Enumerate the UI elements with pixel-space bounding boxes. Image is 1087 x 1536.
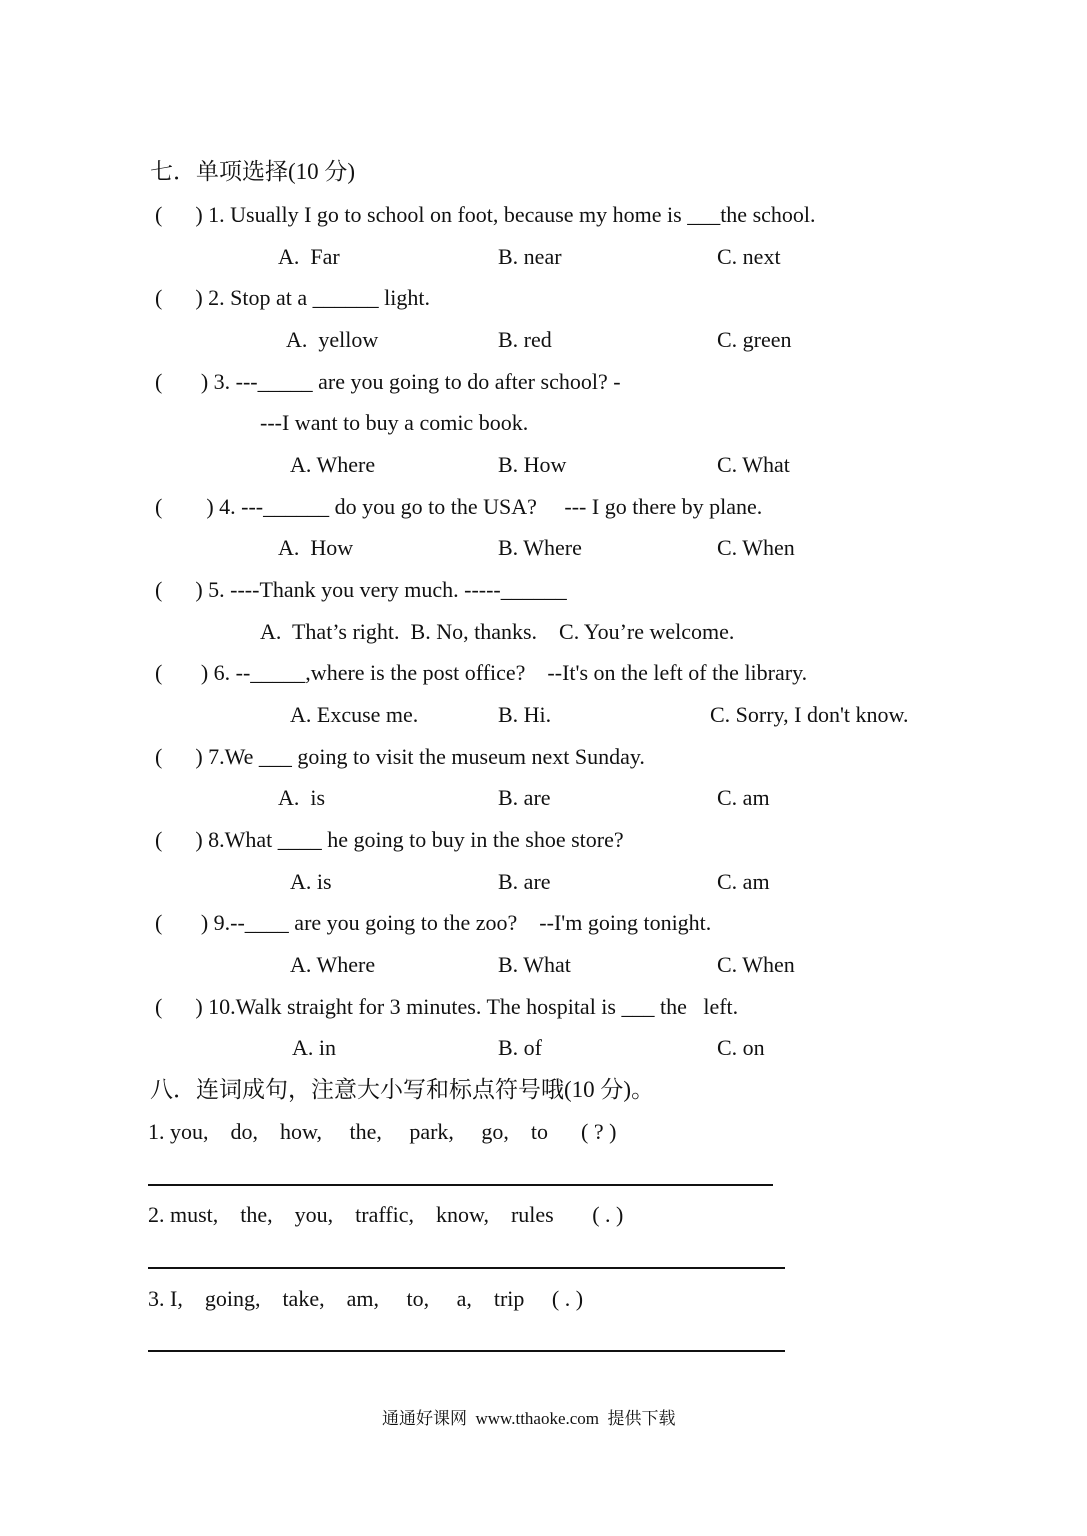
q8-option-b: B. are: [498, 869, 551, 894]
sentence-item-3: 3. I, going, take, am, to, a, trip ( . ): [148, 1286, 584, 1311]
q10-option-a: A. in: [292, 1035, 336, 1060]
q7-option-a: A. is: [278, 785, 326, 810]
q6-option-a: A. Excuse me.: [290, 702, 419, 727]
answer-line-1[interactable]: [148, 1184, 773, 1186]
q1-option-a: A. Far: [278, 244, 340, 269]
answer-line-2[interactable]: [148, 1267, 785, 1269]
section-8-heading: 八．连词成句，注意大小写和标点符号哦(10 分)。: [150, 1077, 655, 1102]
q7-option-c: C. am: [717, 785, 770, 810]
q9-option-b: B. What: [498, 952, 571, 977]
q5-options: A. That’s right. B. No, thanks. C. You’re welcome.: [260, 619, 735, 644]
question-4-stem: ( ) 4. ---______ do you go to the USA? --- I go there by plane.: [155, 494, 763, 519]
q9-option-c: C. When: [717, 952, 795, 977]
q8-option-c: C. am: [717, 869, 770, 894]
q3-option-c: C. What: [717, 452, 790, 477]
question-9-stem: ( ) 9.--____ are you going to the zoo? --I'm going tonight.: [155, 910, 712, 935]
q2-option-b: B. red: [498, 327, 552, 352]
q2-option-a: A. yellow: [286, 327, 379, 352]
q2-option-c: C. green: [717, 327, 792, 352]
q4-option-b: B. Where: [498, 535, 582, 560]
q6-option-c: C. Sorry, I don't know.: [710, 702, 909, 727]
q4-option-a: A. How: [278, 535, 354, 560]
question-3-stem: ( ) 3. ---_____ are you going to do after school? -: [155, 369, 621, 394]
question-6-stem: ( ) 6. --_____,where is the post office? --It's on the left of the library.: [155, 660, 808, 685]
answer-line-3[interactable]: [148, 1350, 785, 1352]
q3-option-b: B. How: [498, 452, 567, 477]
q1-option-b: B. near: [498, 244, 562, 269]
q8-option-a: A. is: [290, 869, 332, 894]
question-10-stem: ( ) 10.Walk straight for 3 minutes. The hospital is ___ the left.: [155, 994, 739, 1019]
sentence-item-1: 1. you, do, how, the, park, go, to ( ? ): [148, 1119, 617, 1144]
section-7-heading: 七．单项选择(10 分): [150, 159, 356, 184]
question-5-stem: ( ) 5. ----Thank you very much. -----______: [155, 577, 567, 602]
q1-option-c: C. next: [717, 244, 781, 269]
page-footer: 通通好课网 www.tthaoke.com 提供下载: [382, 1409, 676, 1428]
q10-option-b: B. of: [498, 1035, 542, 1060]
question-7-stem: ( ) 7.We ___ going to visit the museum next Sunday.: [155, 744, 645, 769]
q9-option-a: A. Where: [290, 952, 376, 977]
q6-option-b: B. Hi.: [498, 702, 552, 727]
sentence-item-2: 2. must, the, you, traffic, know, rules ( . ): [148, 1202, 624, 1227]
q3-option-a: A. Where: [290, 452, 376, 477]
q7-option-b: B. are: [498, 785, 551, 810]
q10-option-c: C. on: [717, 1035, 765, 1060]
question-8-stem: ( ) 8.What ____ he going to buy in the shoe store?: [155, 827, 624, 852]
question-1-stem: ( ) 1. Usually I go to school on foot, because my home is ___the school.: [155, 202, 816, 227]
q4-option-c: C. When: [717, 535, 795, 560]
question-2-stem: ( ) 2. Stop at a ______ light.: [155, 285, 430, 310]
question-3-stem-line2: ---I want to buy a comic book.: [260, 410, 529, 435]
